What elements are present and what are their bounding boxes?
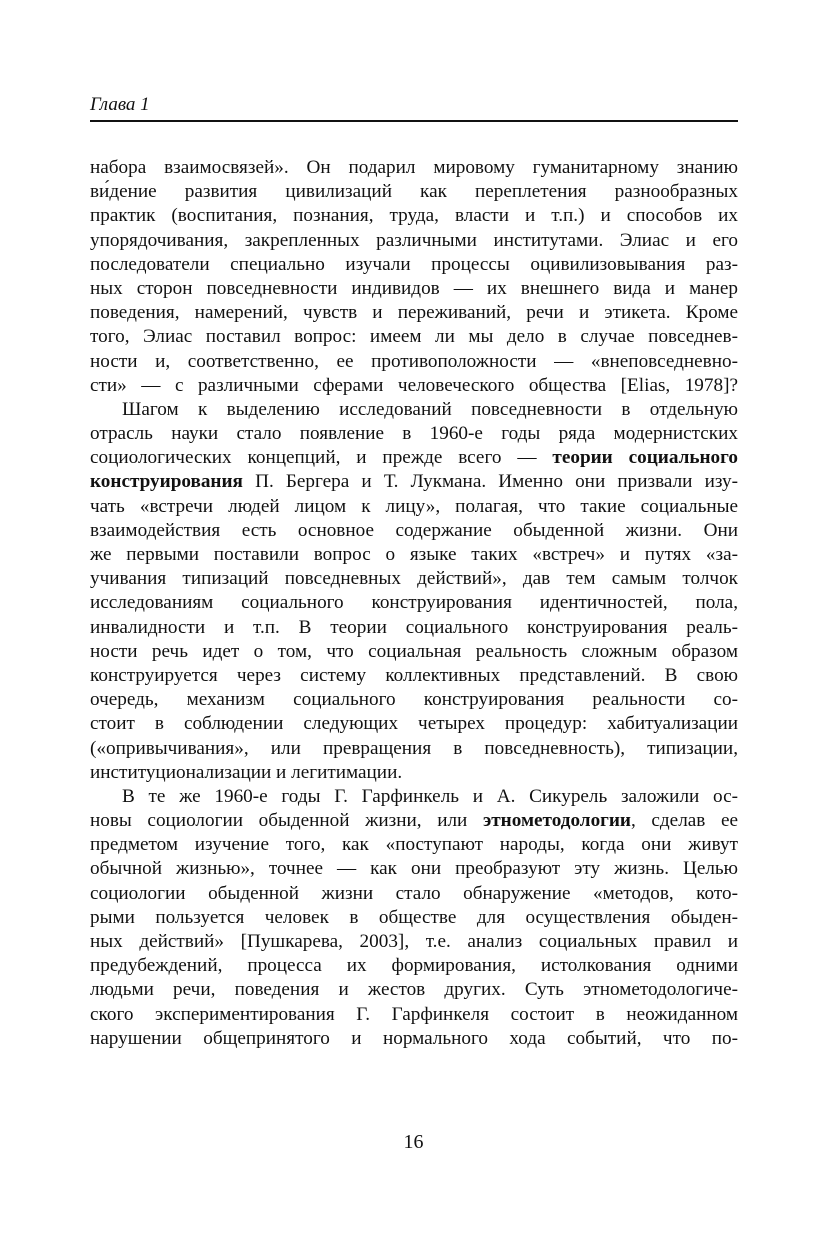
text-line: [90, 785, 738, 809]
text-segment: чать «встречи людей лицом к лицу», полагая, что такие социальные: [90, 495, 738, 517]
text-segment: социологических концепций, и прежде всего —: [90, 447, 553, 469]
text-segment: ского экспериментирования Г. Гарфинкеля состоит в неожиданном: [90, 1003, 738, 1025]
text-line: [90, 422, 738, 446]
text-segment: ности и, соответственно, ее противоположности — «внеповседневно-: [90, 350, 738, 372]
text-line: [90, 664, 738, 688]
paragraph-1: [90, 156, 738, 398]
text-line: [90, 616, 738, 640]
text-segment: обычной жизнью», точнее — как они преобразуют эту жизнь. Целью: [90, 858, 738, 880]
text-segment: учивания типизаций повседневных действий», дав тем самым толчок: [90, 568, 738, 590]
text-line: [90, 761, 738, 785]
text-line: [90, 1003, 738, 1027]
text-line: [90, 204, 738, 228]
text-segment: конструируется через систему коллективных представлений. В свою: [90, 664, 738, 686]
text-segment: очередь, механизм социального конструирования реальности со-: [90, 689, 738, 711]
paragraph-3: [90, 785, 738, 1051]
text-line: [90, 567, 738, 591]
text-segment: новы социологии обыденной жизни, или: [90, 810, 483, 832]
bold-term: этнометодологии: [482, 810, 631, 832]
text-segment: ных действий» [Пушкарева, 2003], т.е. анализ социальных правил и: [90, 931, 738, 952]
text-line: [90, 857, 738, 881]
text-line: [90, 277, 738, 301]
text-segment: П. Бергера и Т. Лукмана. Именно они призвали изу-: [242, 471, 738, 493]
text-segment: стоит в соблюдении следующих четырех процедур: хабитуализации: [90, 713, 738, 735]
text-segment: рыми пользуется человек в обществе для осуществления обыден-: [90, 906, 738, 928]
text-segment: В те же 1960-е годы Г. Гарфинкель и А. Сикурель заложили ос-: [122, 785, 738, 807]
text-line: [90, 325, 738, 349]
text-segment: предметом изучение того, как «поступают народы, когда они живут: [90, 834, 738, 856]
text-line: [90, 229, 738, 253]
text-segment: инвалидности и т.п. В теории социального конструирования реаль-: [90, 616, 738, 638]
text-segment: же первыми поставили вопрос о языке таких «встреч» и путях «за-: [90, 544, 738, 565]
chapter-title: Глава 1: [90, 94, 150, 115]
text-line: [90, 374, 738, 398]
text-line: [90, 906, 738, 930]
bold-term: теории социального: [552, 447, 738, 469]
text-segment: ви́дение развития цивилизаций как переплетения разнообразных: [90, 181, 738, 203]
text-line: [90, 495, 738, 519]
text-segment: сти» — с различными сферами человеческого общества [Elias, 1978]?: [90, 374, 738, 396]
text-line: [90, 470, 738, 494]
text-line: [90, 978, 738, 1002]
text-line: [90, 253, 738, 277]
text-line: [90, 809, 738, 833]
text-line: [90, 737, 738, 761]
text-line: [90, 446, 738, 470]
text-segment: поведения, намерений, чувств и переживаний, речи и этикета. Кроме: [90, 302, 738, 324]
text-segment: отрасль науки стало появление в 1960-е годы ряда модернистских: [90, 423, 738, 445]
text-line: [90, 350, 738, 374]
text-segment: взаимодействия есть основное содержание обыденной жизни. Они: [90, 519, 738, 541]
text-segment: того, Элиас поставил вопрос: имеем ли мы дело в случае повседнев-: [90, 326, 738, 348]
text-segment: последователи специально изучали процессы оцивилизовывания раз-: [90, 253, 738, 275]
text-segment: нарушении общепринятого и нормального хода событий, что по-: [90, 1027, 738, 1049]
running-header: [90, 93, 738, 122]
text-segment: практик (воспитания, познания, труда, власти и т.п.) и способов их: [90, 205, 738, 227]
body-text: [90, 156, 738, 1051]
text-segment: социологии обыденной жизни стало обнаружение «методов, кото-: [90, 882, 738, 904]
text-line: [90, 543, 738, 567]
text-line: [90, 640, 738, 664]
text-line: [90, 930, 738, 954]
paragraph-2: [90, 398, 738, 785]
text-segment: Шагом к выделению исследований повседневности в отдельную: [122, 398, 738, 420]
text-line: [90, 180, 738, 204]
text-line: [90, 833, 738, 857]
text-line: [90, 954, 738, 978]
text-line: [90, 591, 738, 615]
text-line: [90, 156, 738, 180]
text-line: [90, 519, 738, 543]
text-segment: упорядочивания, закрепленных различными институтами. Элиас и его: [90, 229, 738, 251]
text-line: [90, 688, 738, 712]
bold-term: конструирования: [90, 471, 243, 493]
text-segment: («опривычивания», или превращения в повседневность), типизации,: [90, 737, 738, 759]
text-segment: институционализации и легитимации.: [90, 761, 403, 783]
text-segment: предубеждений, процесса их формирования, истолкования одними: [90, 955, 738, 977]
text-line: [90, 1027, 738, 1051]
text-segment: , сделав ее: [630, 810, 738, 832]
text-segment: ных сторон повседневности индивидов — их внешнего вида и манер: [90, 277, 738, 299]
text-line: [90, 712, 738, 736]
text-segment: исследованиям социального конструирования идентичностей, пола,: [90, 592, 738, 614]
text-line: [90, 398, 738, 422]
text-line: [90, 882, 738, 906]
text-segment: набора взаимосвязей». Он подарил мировому гуманитарному знанию: [90, 157, 738, 178]
text-segment: людьми речи, поведения и жестов других. Суть этнометодологиче-: [90, 979, 738, 1001]
text-segment: ности речь идет о том, что социальная реальность сложным образом: [90, 640, 738, 662]
text-line: [90, 301, 738, 325]
page-number: 16: [403, 1131, 424, 1153]
